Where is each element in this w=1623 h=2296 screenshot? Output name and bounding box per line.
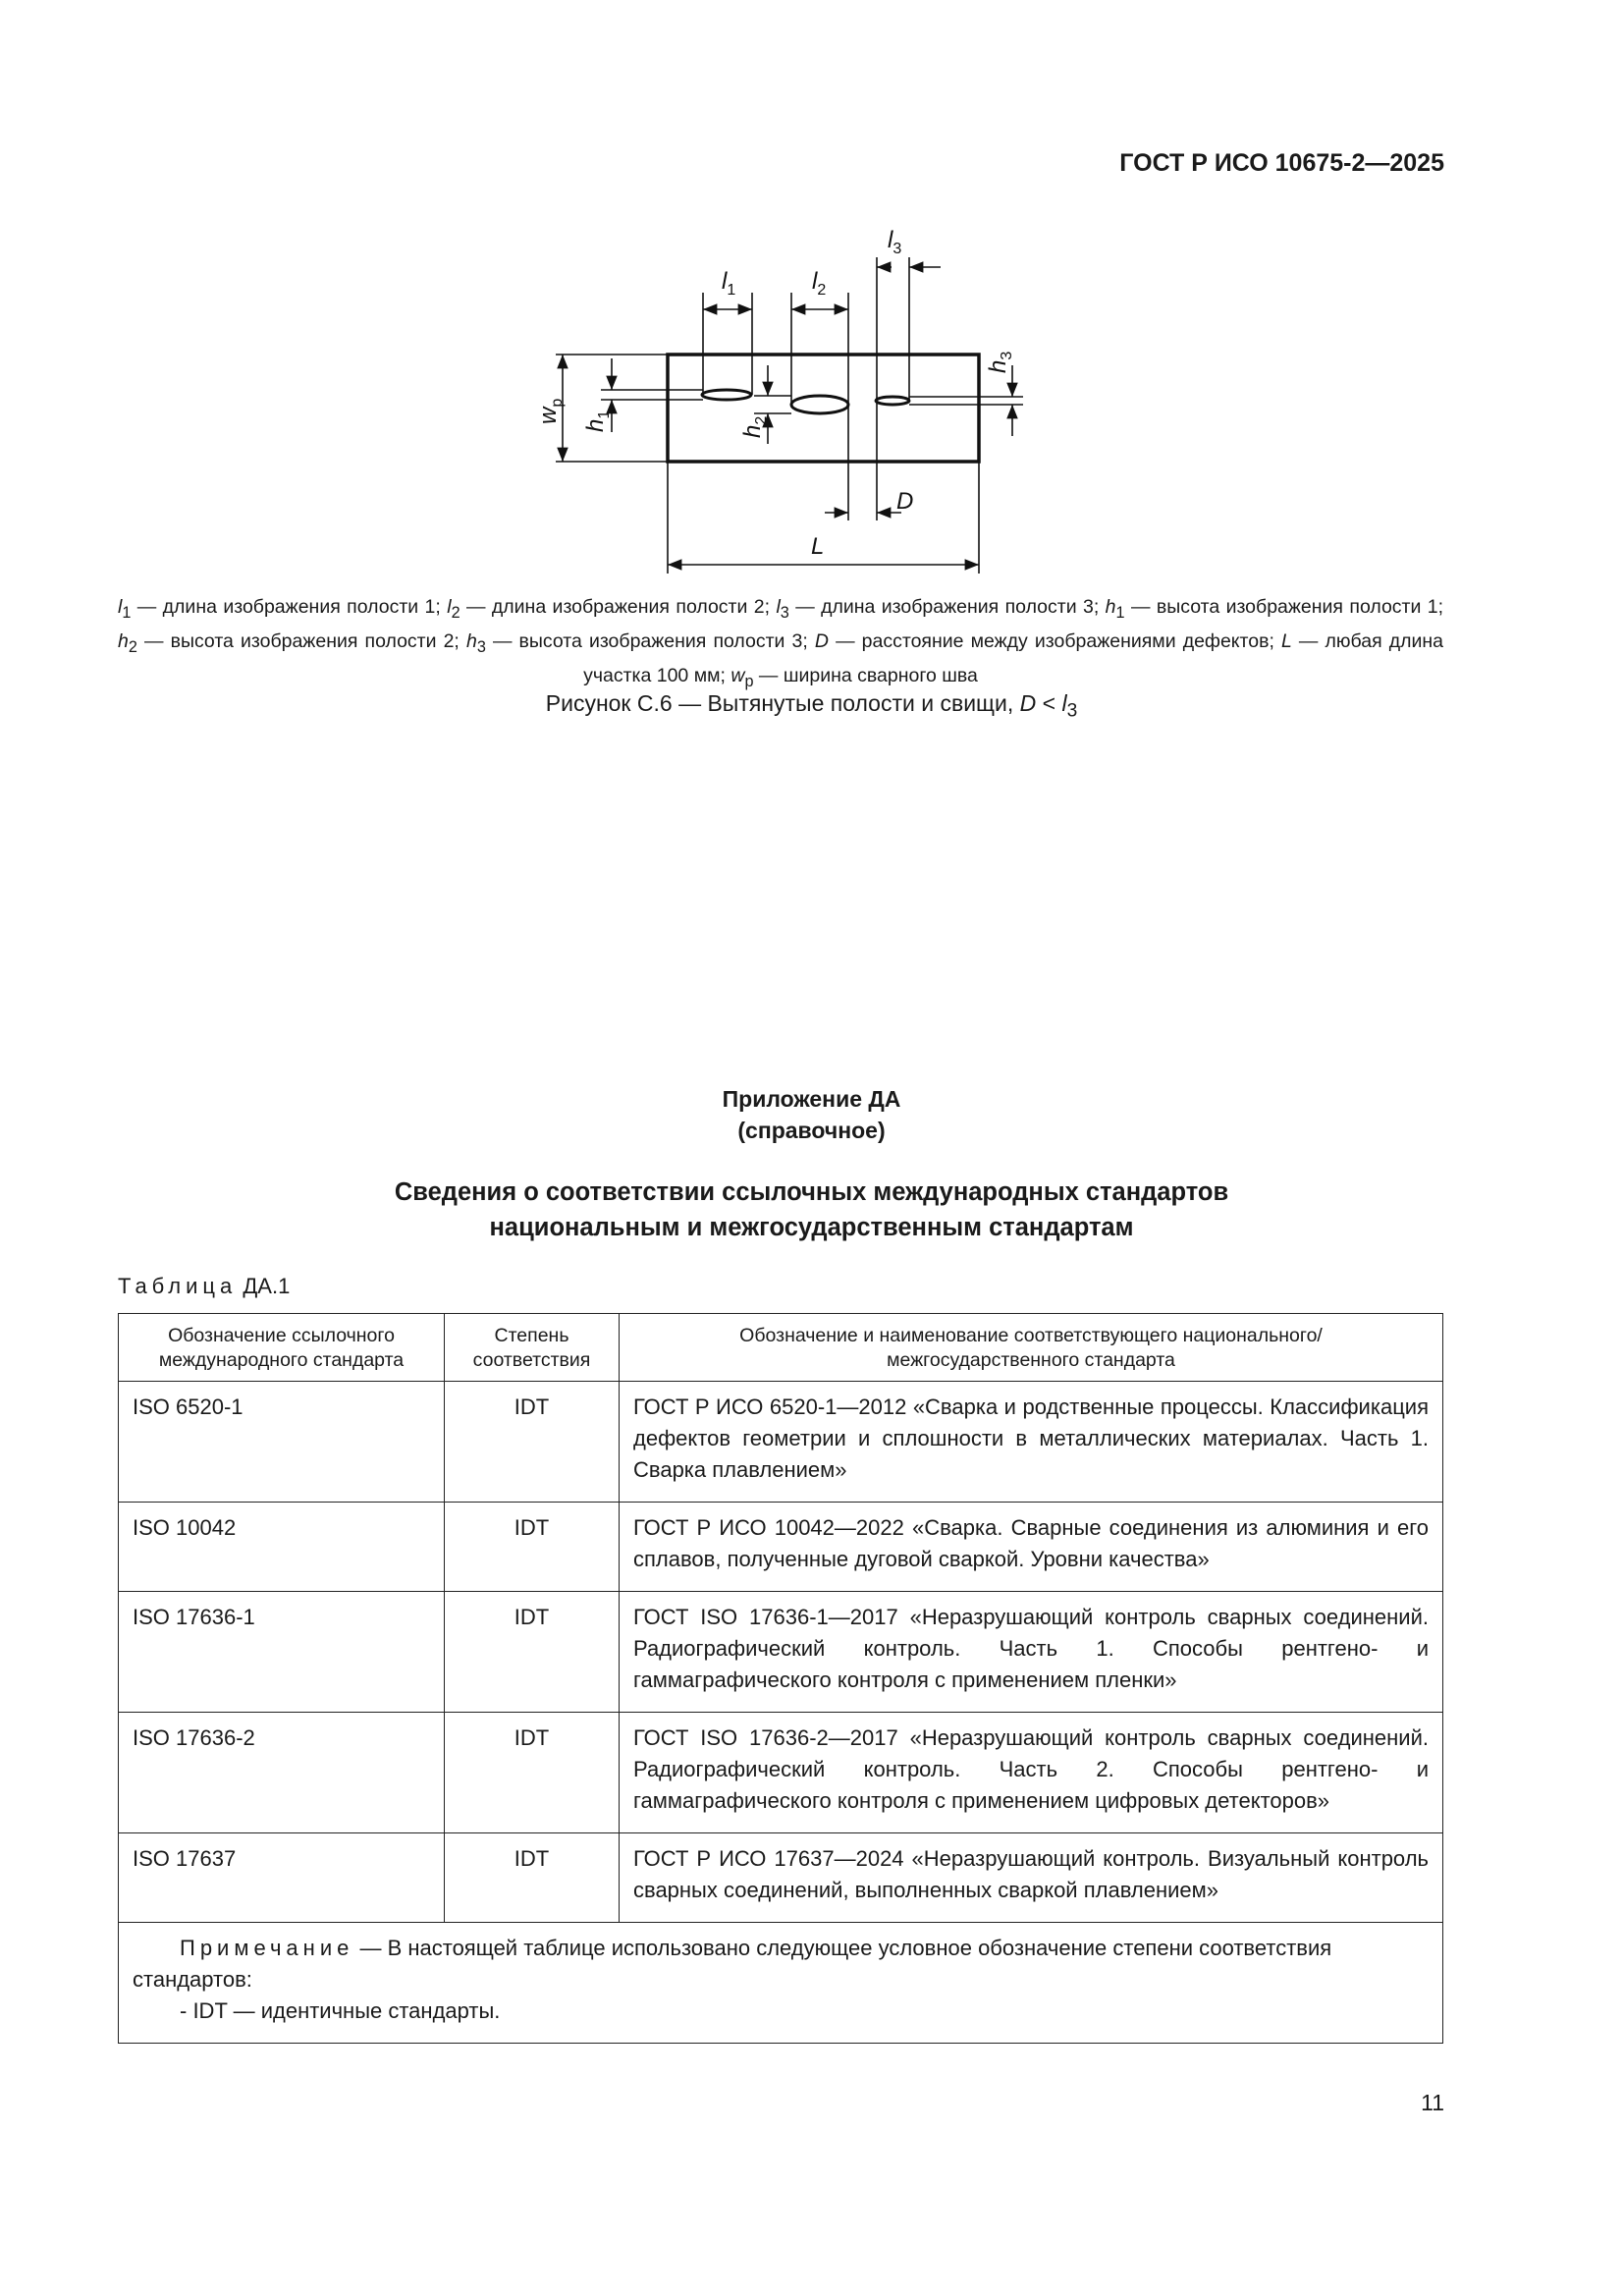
cell-ref: ISO 17636-2 — [119, 1713, 445, 1833]
cell-degree: IDT — [445, 1382, 620, 1503]
label-l1: $l_1$ — [722, 268, 736, 299]
label-h2: $h_2$ — [739, 415, 770, 438]
cavity-1 — [702, 390, 751, 400]
cavity-3 — [876, 397, 909, 405]
annex-title: Приложение ДА — [722, 1086, 901, 1112]
label-L: L — [811, 533, 825, 560]
document-code: ГОСТ Р ИСО 10675-2—2025 — [1119, 149, 1444, 177]
label-l2: $l_2$ — [812, 268, 827, 299]
table-note-row — [119, 1923, 1443, 2044]
table-label: Таблица ДА.1 — [118, 1274, 291, 1298]
table-row — [119, 1382, 1443, 1503]
cell-national: ГОСТ Р ИСО 10042—2022 «Сварка. Сварные соединения из алюминия и его сплавов, полученные дуговой сваркой. Уровни качества» — [620, 1503, 1443, 1592]
figure-legend: $l_1$ — длина изображения полости 1; $l_2$ — длина изображения полости 2; $l_3$ — длина изображения полости 3; $h_1$ — высота изображения полости 1; $h_2$ — высота изображения полости 2; $h_3$ — высота изображения полости 3; D — расстояние между изображениями дефектов; L — любая длина участка 100 мм; $w_p$ — ширина сварного шва — [118, 596, 1444, 690]
header-national: Обозначение и наименование соответствующего национального/ межгосударственного стандарта — [620, 1314, 1443, 1382]
label-D: D — [896, 488, 914, 515]
cell-degree: IDT — [445, 1833, 620, 1923]
annex-heading — [0, 1083, 1623, 1146]
label-wp: $w_p$ — [535, 398, 566, 424]
label-l3: $l_3$ — [888, 227, 902, 257]
note-item: - IDT — идентичные стандарты. — [180, 1998, 501, 2023]
annex-section-title: Сведения о соответствии ссылочных международных стандартов национальным и межгосударственным стандартам — [394, 1178, 1229, 1241]
table-row — [119, 1833, 1443, 1923]
cell-degree: IDT — [445, 1503, 620, 1592]
standards-table — [118, 1313, 1443, 2044]
cell-national: ГОСТ ISO 17636-2—2017 «Неразрушающий контроль сварных соединений. Радиографический контроль. Часть 2. Способы рентгено- и гаммаграфического контроля с применением цифровых детекторов» — [620, 1713, 1443, 1833]
header-ref: Обозначение ссылочного международного стандарта — [119, 1314, 445, 1382]
cell-national: ГОСТ Р ИСО 17637—2024 «Неразрушающий контроль. Визуальный контроль сварных соединений, выполненных сваркой плавлением» — [620, 1833, 1443, 1923]
cavity-2 — [791, 396, 848, 413]
cell-national: ГОСТ ISO 17636-1—2017 «Неразрушающий контроль сварных соединений. Радиографический контроль. Часть 1. Способы рентгено- и гаммаграфического контроля с применением пленки» — [620, 1592, 1443, 1713]
cell-degree: IDT — [445, 1713, 620, 1833]
defect-diagram — [0, 0, 1623, 589]
header-degree: Степень соответствия — [445, 1314, 620, 1382]
table-note — [119, 1923, 1443, 2044]
table-header-row — [119, 1314, 1443, 1382]
annex-subtitle: (справочное) — [737, 1118, 886, 1143]
cell-ref: ISO 17637 — [119, 1833, 445, 1923]
table-row — [119, 1592, 1443, 1713]
figure-caption: Рисунок С.6 — Вытянутые полости и свищи, $D < l_3$ — [545, 690, 1078, 722]
cell-national: ГОСТ Р ИСО 6520-1—2012 «Сварка и родственные процессы. Классификация дефектов геометрии и сплошности в металлических материалах. Часть 1. Сварка плавлением» — [620, 1382, 1443, 1503]
cell-ref: ISO 10042 — [119, 1503, 445, 1592]
label-h1: $h_1$ — [582, 410, 613, 432]
note-text: — В настоящей таблице использовано следующее условное обозначение степени соответствия стандартов: — [133, 1936, 1332, 1992]
cell-ref: ISO 17636-1 — [119, 1592, 445, 1713]
cell-degree: IDT — [445, 1592, 620, 1713]
page-number: 11 — [1421, 2090, 1444, 2115]
note-head: Примечание — [180, 1936, 354, 1960]
cell-ref: ISO 6520-1 — [119, 1382, 445, 1503]
figure-c6 — [0, 0, 1623, 589]
weld-seam-rect — [668, 355, 979, 462]
table-row — [119, 1503, 1443, 1592]
table-row — [119, 1713, 1443, 1833]
label-h3: $h_3$ — [985, 351, 1015, 373]
